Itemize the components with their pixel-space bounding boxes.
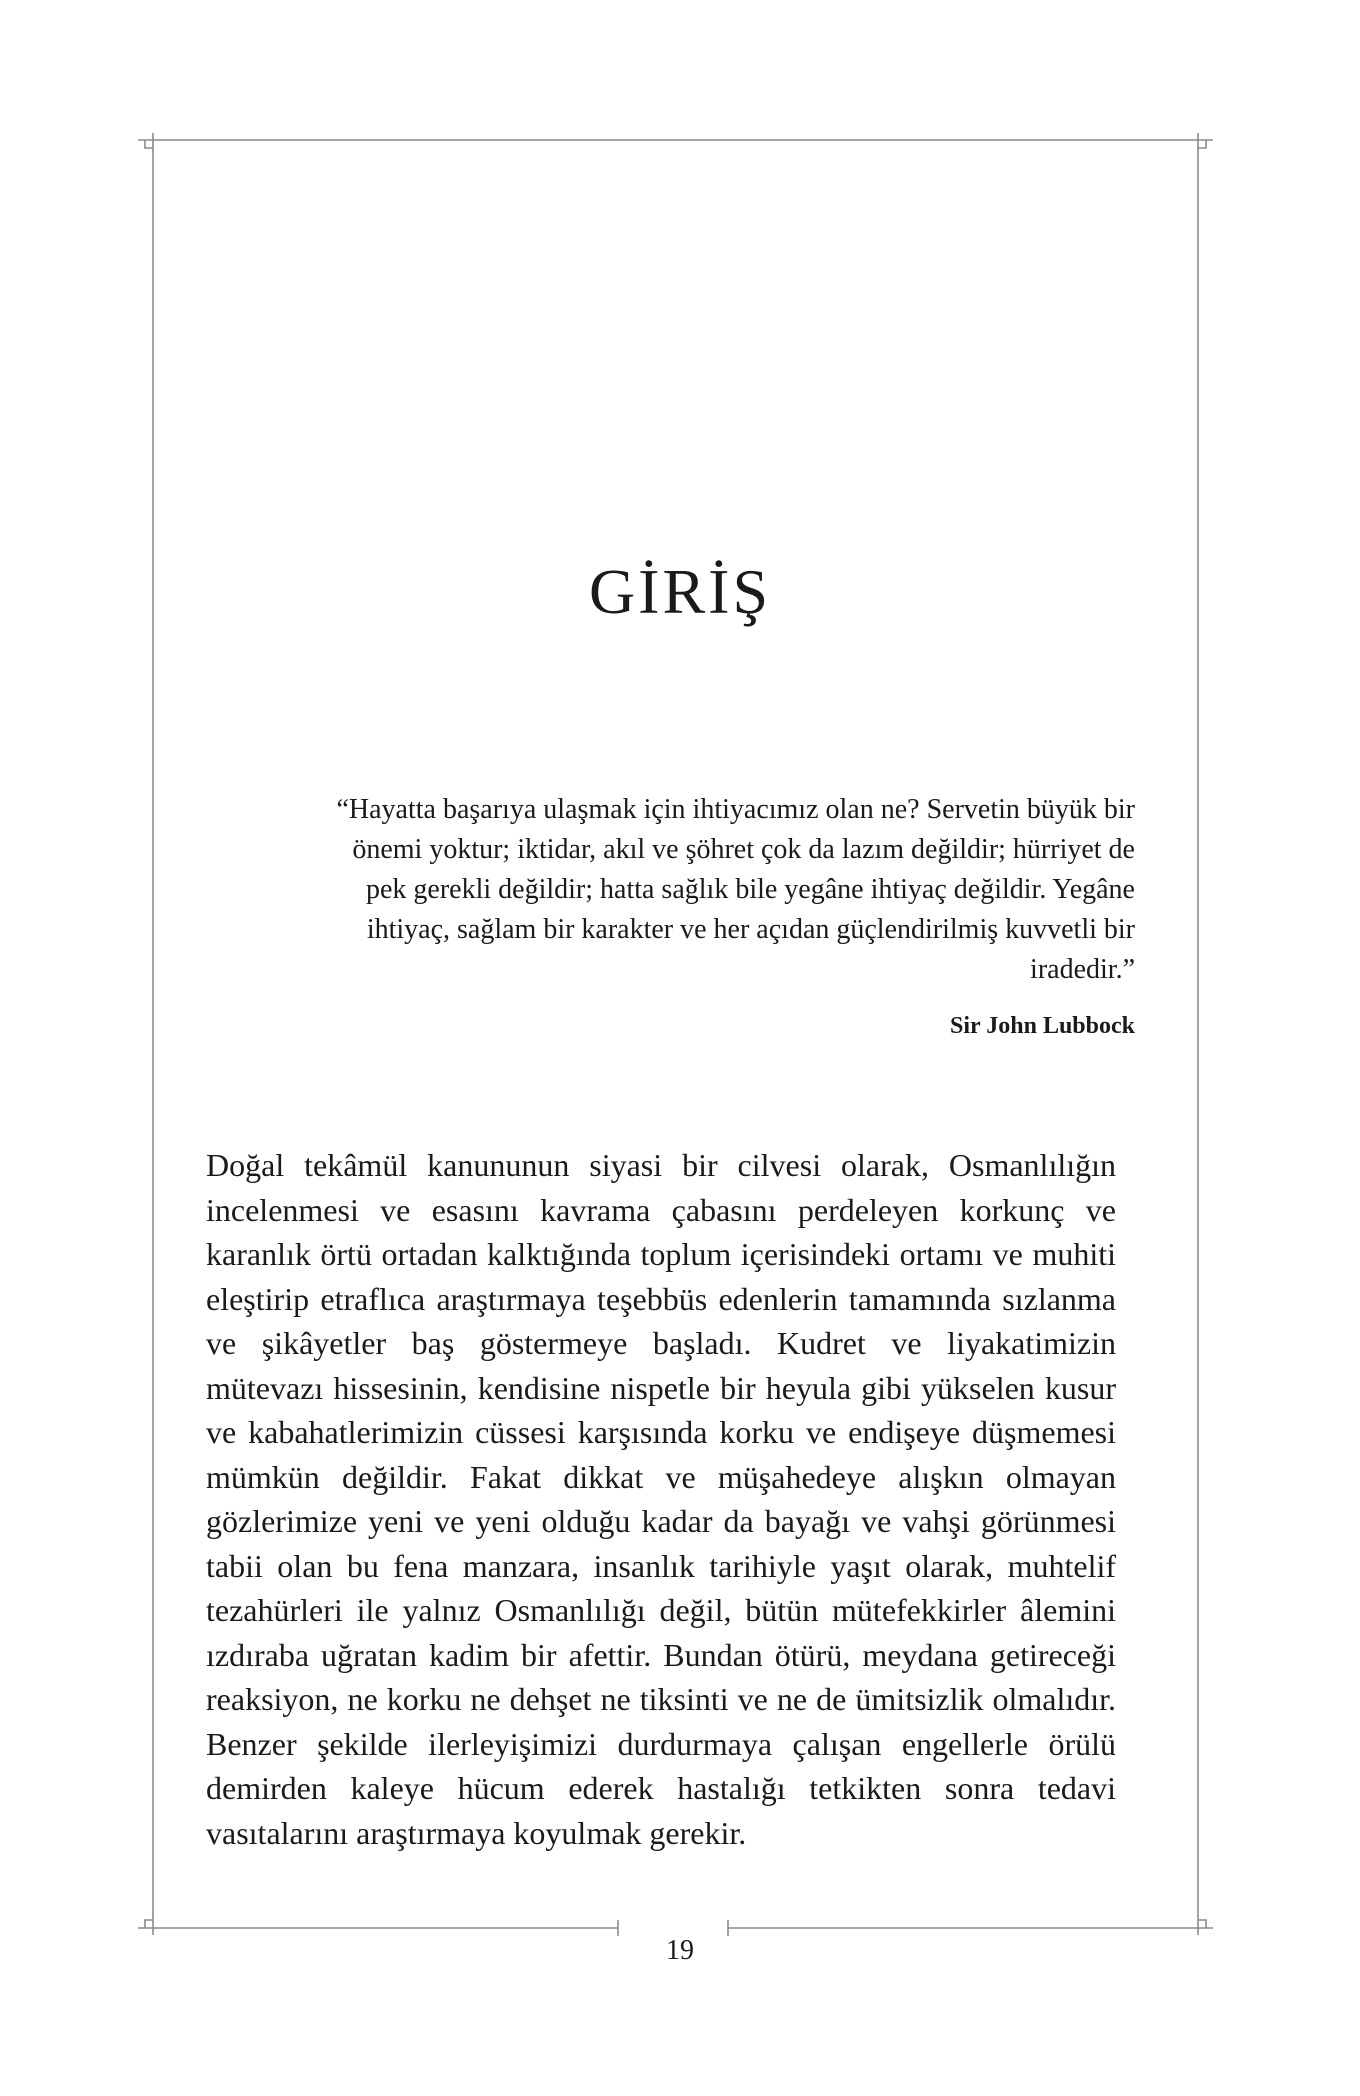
page-number: 19 xyxy=(666,1935,694,1966)
chapter-title: GİRİŞ xyxy=(588,556,772,627)
epigraph-author: Sir John Lubbock xyxy=(950,1013,1135,1039)
corner-ornament-bottom-right xyxy=(1198,1920,1213,1935)
corner-ornament-bottom-left xyxy=(138,1920,153,1935)
epigraph-quote: “Hayatta başarıya ulaşmak için ihtiyacımız olan ne? Servetin büyük bir önemi yoktur; iktidar, akıl ve şöhret çok da lazım değildir; hürriyet de pek gerekli değildir; hatta sağlık bile yegâne ihtiyaç değildir. Yegâne ihtiyaç, sağlam bir karakter ve her açıdan güçlendirilmiş kuvvetli bir iradedir.” xyxy=(336,794,1135,985)
body-paragraph: Doğal tekâmül kanununun siyasi bir cilvesi olarak, Osmanlılığın incelenmesi ve esasını kavrama çabasını perdeleyen korkunç ve karanlık örtü ortadan kalktığında toplum içerisindeki ortamı ve muhiti eleştirip etraflıca araştırmaya teşebbüs edenlerin tamamında sızlanma ve şikâyetler baş göstermeye başladı. Kudret ve liyakatimizin mütevazı hissesinin, kendisine nispetle bir heyula gibi yükselen kusur ve kabahatlerimizin cüssesi karşısında korku ve endişeye düşmemesi mümkün değildir. Fakat dikkat ve müşahedeye alışkın olmayan gözlerimize yeni ve yeni olduğu kadar da bayağı ve vahşi görünmesi tabii olan bu fena manzara, insanlık tarihiyle yaşıt olarak, muhtelif tezahürleri ile yalnız Osmanlılığı değil, bütün mütefekkirler âlemini ızdıraba uğratan kadim bir afettir. Bundan ötürü, meydana getireceği reaksiyon, ne korku ne dehşet ne tiksinti ve ne de ümitsizlik olmalıdır. Benzer şekilde ilerleyişimizi durdurmaya çalışan engellerle örülü demirden kaleye hücum ederek hastalığı tetkikten sonra tedavi vasıtalarını araştırmaya koyulmak gerekir. xyxy=(206,1147,1116,1851)
corner-ornament-top-left xyxy=(138,133,153,148)
corner-ornament-top-right xyxy=(1198,133,1213,148)
